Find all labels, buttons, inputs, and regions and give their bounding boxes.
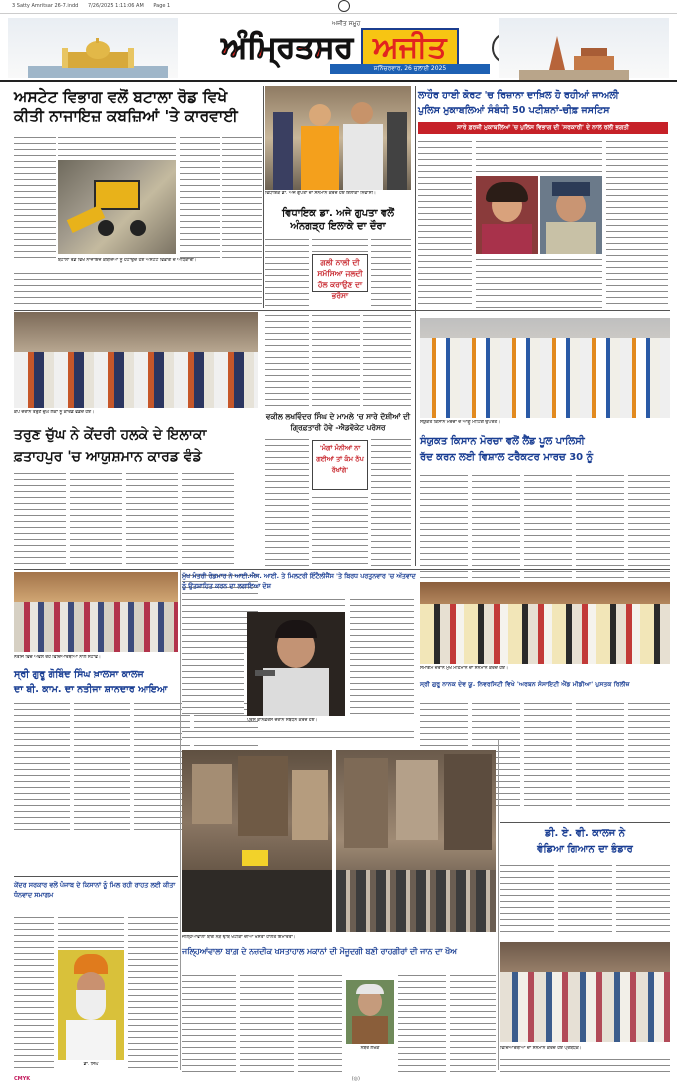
- story-thanks-headline: ਕੇਂਦਰ ਸਰਕਾਰ ਵਲੋਂ ਪੰਜਾਬ ਦੇ ਕਿਸਾਨਾਂ ਨੂੰ ਮਿਲ ਰਹੀ ਰਾਹਤ ਲਈ ਕੀਤਾ ਧੰਨਵਾਦ ਸਮਾਗਮ: [14, 881, 176, 899]
- story-text-column: [14, 914, 54, 1070]
- golden-temple-icon: [28, 38, 168, 78]
- mla-pull-quote: ਗਲੀ ਨਾਲੀ ਦੀ ਸਮੱਸਿਆ ਜਲਦੀ ਹੱਲ ਕਰਾਉਣ ਦਾ ਭਰੋਸਾ: [312, 254, 368, 292]
- sikh-elder-portrait: [58, 950, 124, 1060]
- headline-line: ਵੰਡਿਆ ਗਿਆਨ ਦਾ ਭੰਡਾਰ: [537, 844, 633, 855]
- headline-line: ਅੰਨਗੜ੍ਹ ਇਲਾਕੇ ਦਾ ਦੌਰਾ: [290, 220, 386, 232]
- story-text-column: [14, 270, 262, 306]
- story-text-column: [418, 138, 472, 308]
- headline-line: ਸ੍ਰੀ ਗੁਰੂ ਗੋਬਿੰਦ ਸਿੰਘ ਖ਼ਾਲਸਾ ਕਾਲਜ: [14, 669, 144, 680]
- headline-line: ਡੀ. ਏ. ਵੀ. ਕਾਲਜ ਨੇ: [545, 828, 625, 839]
- headline-line: ਸੰਯੁਕਤ ਕਿਸਾਨ ਮੋਰਚਾ ਵਲੋਂ ਲੈਂਡ ਪੂਲ ਪਾਲਿਸੀ: [420, 436, 585, 447]
- monument-icon: [519, 32, 629, 80]
- story-text-column: [450, 972, 496, 1072]
- headline-line: ਲਾਹੌਰ ਹਾਈ ਕੋਰਟ 'ਚ ਰਿਜ਼ਾਨਾ ਦਾਖ਼ਿਲ ਹੋ ਰਹੀਆਂ ਜਾਅਲੀ: [418, 90, 619, 101]
- story-text-column: [350, 596, 414, 714]
- story-text-column: [472, 472, 520, 578]
- lahore-subhead-bar: ਸਾਰੇ ਫ਼ਰਜ਼ੀ ਮੁਕਾਬਲਿਆਂ 'ਚ ਪੁਲਿਸ ਵਿਭਾਗ ਦੀ 'ਸਰਕਾਰੀ' ਦੇ ਨਾਲ ਰਲੀ ਭਗਤੀ: [418, 122, 668, 134]
- masthead: [0, 14, 677, 82]
- cmyk-mark: CMYK: [14, 1076, 31, 1082]
- dilapidated-buildings-photo-left: [182, 750, 332, 932]
- story-lawyer-headline: ਵਕੀਲ ਲਖਵਿੰਦਰ ਸਿੰਘ ਦੇ ਮਾਮਲੇ 'ਚ ਸਾਰੇ ਦੋਸ਼ੀਆਂ ਦੀ ਗ੍ਰਿਫ਼ਤਾਰੀ ਹੋਵੇ -ਐਡਵੋਕੇਟ ਪਰੋਸਰ: [265, 412, 411, 432]
- story-text-column: [420, 472, 468, 578]
- book-release-photo: [420, 582, 670, 664]
- masthead-tagline: ਅਜੀਤ ਸਮੂਹ: [332, 20, 361, 27]
- story-text-column: [298, 972, 342, 1072]
- masthead-title-amritsar: ਅੰਮ੍ਰਿਤਸਰ: [221, 29, 353, 65]
- story-text-column: [74, 700, 130, 835]
- press-conference-photo: [247, 612, 345, 716]
- story-text-column: [58, 134, 176, 158]
- story-farmers-headline: [420, 434, 670, 466]
- story-dav-headline: [500, 826, 670, 858]
- story-text-column: [476, 138, 602, 174]
- registration-mark-icon: [338, 0, 350, 12]
- masthead-title-ajit: ਅਜੀਤ: [361, 28, 459, 67]
- story-text-column: [126, 470, 178, 566]
- elder-portrait-caption: ਡਾ. ਸਿੰਘ: [83, 1062, 99, 1067]
- story-chugh-headline: [14, 424, 262, 468]
- story-text-column: [180, 134, 220, 259]
- story-text-column: [240, 972, 294, 1072]
- headline-line: ਪੁਲਿਸ ਮੁਕਾਬਲਿਆਂ ਸੰਬੰਧੀ 50 ਪਟੀਸ਼ਨਾਂ-ਚੀਫ਼ ਜਸਟਿਸ: [418, 105, 610, 116]
- headline-line: ਦਾ ਬੀ. ਕਾਮ. ਦਾ ਨਤੀਜਾ ਸ਼ਾਨਦਾਰ ਆਇਆ: [14, 684, 168, 695]
- slug-center: 7/26/2025 1:11:06 AM: [87, 3, 144, 9]
- row-rule: [500, 822, 670, 823]
- story-text-column: [182, 972, 236, 1072]
- column-rule: [498, 740, 499, 1070]
- story-text-column: [500, 1056, 670, 1072]
- story-text-column: [14, 700, 70, 835]
- farmers-photo-caption: ਸੰਯੁਕਤ ਕਿਸਾਨ ਮੋਰਚਾ ਦੇ ਆਗੂ ਮੀਟਿੰਗ ਉਪਰੰਤ।: [420, 420, 501, 425]
- lawyer-pull-quote: 'ਮੰਗਾਂ ਮੰਨੀਆਂ ਨਾ ਗਈਆਂ ਤਾਂ ਕੰਮ ਠੱਪ ਰੱਖਾਂਗੇ': [312, 440, 368, 490]
- headline-line: ਰੱਦ ਕਰਨ ਲਈ ਵਿਸ਼ਾਲ ਟਰੈਕਟਰ ਮਾਰਚ 30 ਨੂੰ: [420, 452, 594, 463]
- estate-photo-caption: ਬਟਾਲਾ ਰੋਡ ਵਿਖੇ ਨਾਜਾਇਜ਼ ਕਬਜ਼ਿਆਂ ਨੂੰ ਹਟਾਉਂਦੇ ਹੋਏ ਅਸਟੇਟ ਵਿਭਾਗ ਦੇ ਅਧਿਕਾਰੀ।: [58, 258, 197, 263]
- farmers-meeting-photo: [420, 318, 670, 418]
- story-text-column: [500, 862, 554, 936]
- story-text-column: [265, 312, 309, 410]
- story-text-column: [14, 134, 56, 259]
- print-slug-strip: [0, 0, 677, 14]
- story-text-column: [371, 436, 411, 566]
- headline-line: ਤਰੁਣ ਚੁੱਘ ਨੇ ਕੇਂਦਰੀ ਹਲਕੇ ਦੇ ਇਲਾਕਾ: [14, 427, 207, 443]
- column-rule: [263, 86, 264, 308]
- college-group-photo: [14, 572, 178, 652]
- dilapidated-buildings-photo-right: [336, 750, 496, 932]
- story-text-column: [312, 312, 360, 410]
- story-text-column: [524, 700, 572, 810]
- story-estate-headline: [14, 88, 262, 127]
- buildings-photo-caption: ਜਲ੍ਹਿਆਂਵਾਲਾ ਬਾਗ ਨੇੜੇ ਢਾਬ ਖਟੀਕਾਂ ਦੀਆਂ ਖਸਤਾ ਹਾਲਤ ਇਮਾਰਤਾਂ।: [182, 935, 296, 940]
- story-text-column: [576, 700, 624, 810]
- masthead-right-image: [499, 18, 669, 78]
- college-photo-caption: ਨਤੀਜੇ ਵਿਚ ਅੱਵਲ ਰਹੇ ਵਿਦਿਆਰਥੀਆਂ ਨਾਲ ਸਟਾਫ਼।: [14, 655, 101, 660]
- story-text-column: [363, 312, 411, 410]
- story-text-column: [524, 472, 572, 578]
- story-text-column: [14, 470, 66, 566]
- masthead-left-image: [8, 18, 178, 78]
- press-photo-caption: ਪ੍ਰੈਸ ਕਾਨਫ਼ਰੰਸ ਦੌਰਾਨ ਸੰਬੋਧਨ ਕਰਦੇ ਹੋਏ।: [247, 718, 318, 723]
- column-rule: [180, 570, 181, 1070]
- footer-registration-mark: (◎): [351, 1076, 360, 1082]
- students-honour-photo: [500, 942, 670, 1042]
- story-text-column: [616, 862, 670, 936]
- story-text-column: [222, 134, 262, 259]
- students-photo-caption: ਵਿਦਿਆਰਥੀਆਂ ਦਾ ਸਨਮਾਨ ਕਰਦੇ ਹੋਏ ਪ੍ਰਬੰਧਕ।: [500, 1046, 582, 1051]
- story-mla-headline: [265, 208, 411, 233]
- book-release-caption: ਸਮਾਗਮ ਦੌਰਾਨ ਮੁੱਖ ਮਹਿਮਾਨ ਦਾ ਸਨਮਾਨ ਕਰਦੇ ਹੋਏ।: [420, 666, 509, 671]
- story-book-headline: ਸ੍ਰੀ ਗੁਰੂ ਨਾਨਕ ਦੇਵ ਯੂ. ਨਿਵਰਸਿਟੀ ਵਿਖੇ 'ਅਰਬਨ ਸੋਸਾਇਟੀ ਐਂਡ ਮੀਡੀਆ' ਪੁਸਤਕ ਰਿਲੀਜ਼: [420, 681, 630, 688]
- story-text-column: [312, 494, 368, 566]
- story-text-column: [312, 236, 368, 252]
- camp-photo-caption: ਕੈਂਪ ਦੌਰਾਨ ਤਰੁਣ ਚੁੱਘ ਲੋਕਾਂ ਨੂੰ ਕਾਰਡ ਵੰਡਦੇ ਹੋਏ।: [14, 410, 95, 415]
- mla-felicitation-photo: [265, 86, 411, 190]
- story-jallianwala-headline: ਜਲ੍ਹਿਆਂਵਾਲਾ ਬਾਗ਼ ਦੇ ਨਜ਼ਦੀਕ ਖਸਤਾਹਾਲ ਮਕਾਨਾਂ ਦੀ ਮੌਜੂਦਗੀ ਬਣੀ ਰਾਹਗੀਰਾਂ ਦੀ ਜਾਨ ਦਾ ਖੌਅ: [182, 947, 457, 956]
- story-text-column: [558, 862, 612, 936]
- row-rule: [14, 310, 670, 311]
- story-text-column: [58, 914, 124, 948]
- story-text-column: [476, 256, 602, 308]
- story-lahore-headline: [418, 88, 668, 118]
- footer-strip: [14, 1076, 670, 1086]
- story-text-column: [247, 596, 345, 610]
- woman-portrait-photo: [476, 176, 538, 254]
- masthead-date: ਸ਼ਨਿੱਚਰਵਾਰ, 26 ਜੁਲਾਈ 2025: [330, 64, 490, 74]
- story-text-column: [265, 236, 309, 308]
- author-portrait-caption: ਨੰਬਰ ਲੇਖਕ: [360, 1046, 380, 1051]
- row-rule: [14, 876, 178, 877]
- story-text-column: [265, 436, 309, 566]
- story-text-column: [576, 472, 624, 578]
- story-text-column: [182, 596, 244, 714]
- story-cm-headline: ਮੁੱਖ ਮੰਤਰੀ ਰੋਡਮਾਰ ਨੇ ਆਈ.ਐਸ. ਆਈ. ਤੇ ਮਿਲਟਰੀ ਇੰਟੈਲੀਜੈਂਸ 'ਤੇ ਬਿਰਧ ਪਰਤੁਨਵਾਰ 'ਚ ਅੱਤਵਾਦ ਨੂੰ ਉਤਸ਼ਾਹਿਤ ਕਰਨ ਦਾ ਲਗਾਇਆ ਦੋਸ਼: [182, 573, 416, 590]
- headline-line: ਫ਼ਤਾਹਪੁਰ 'ਚ ਆਯੁਸ਼ਮਾਨ ਕਾਰਡ ਵੰਡੇ: [14, 449, 202, 465]
- slug-left: 3 Satty Amritsar 26-7.indd: [12, 3, 79, 9]
- row-rule: [14, 569, 670, 570]
- headline-line: ਕੀਤੀ ਨਾਜਾਇਜ਼ ਕਬਜ਼ਿਆਂ 'ਤੇ ਕਾਰਵਾਈ: [14, 107, 238, 126]
- story-text-column: [70, 470, 122, 566]
- story-text-column: [628, 700, 670, 810]
- column-rule: [415, 86, 416, 566]
- slug-right: Page 1: [153, 3, 171, 9]
- ayushman-camp-photo: [14, 312, 258, 408]
- police-officer-photo: [540, 176, 602, 254]
- mla-photo-caption: ਵਿਧਾਇਕ ਡਾ. ਅਜੇ ਗੁਪਤਾ ਦਾ ਸਨਮਾਨ ਕਰਦੇ ਹੋਏ ਇਲਾਕਾ ਨਿਵਾਸੀ।: [265, 191, 376, 196]
- story-text-column: [628, 472, 670, 578]
- story-text-column: [182, 470, 234, 566]
- story-text-column: [606, 138, 668, 308]
- story-text-column: [398, 972, 446, 1072]
- story-text-column: [182, 728, 414, 742]
- headline-line: ਵਿਧਾਇਕ ਡਾ. ਅਜੇ ਗੁਪਤਾ ਵਲੋਂ: [281, 208, 395, 219]
- story-text-column: [371, 236, 411, 308]
- author-portrait: [346, 980, 394, 1044]
- bulldozer-photo: [58, 160, 176, 254]
- story-text-column: [128, 914, 178, 1070]
- headline-line: ਅਸਟੇਟ ਵਿਭਾਗ ਵਲੋਂ ਬਟਾਲਾ ਰੋਡ ਵਿਖੇ: [14, 88, 228, 106]
